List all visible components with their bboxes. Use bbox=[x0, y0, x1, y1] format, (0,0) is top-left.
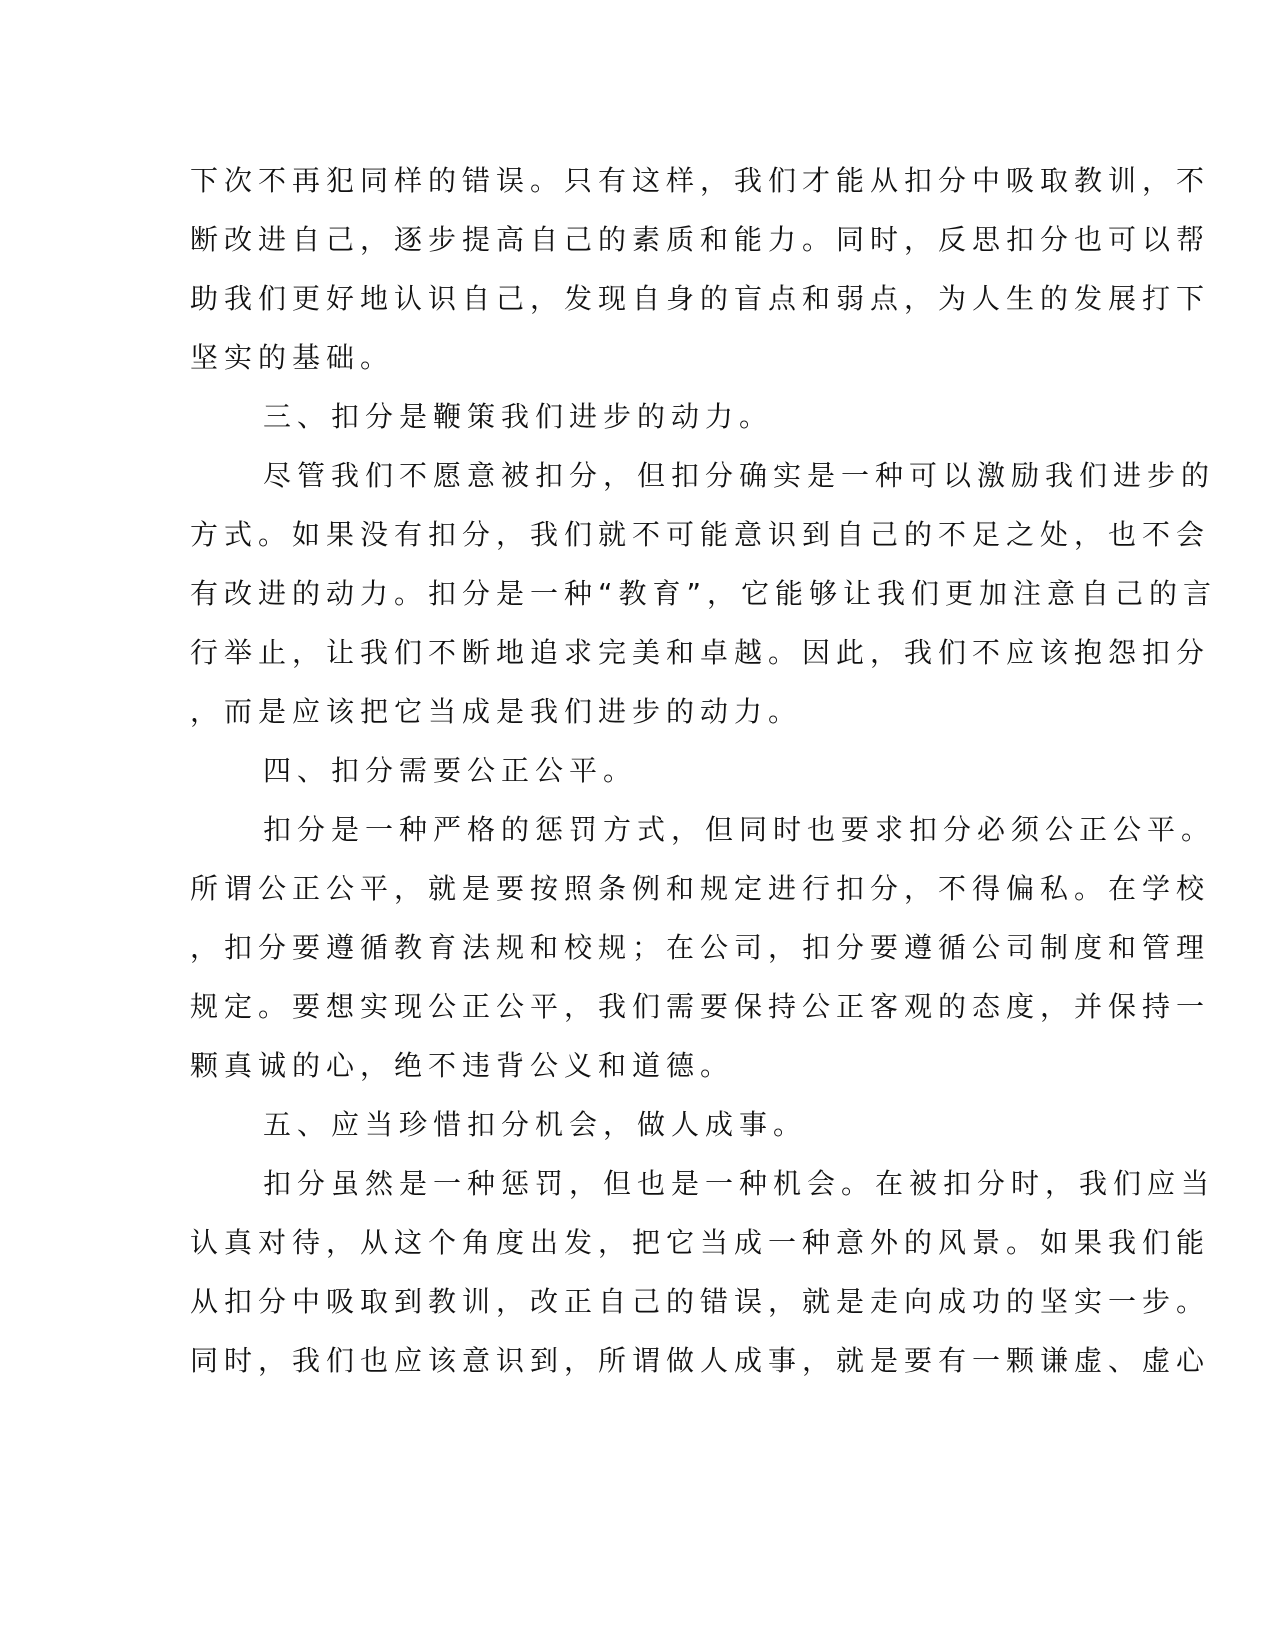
text-line: 从扣分中吸取到教训，改正自己的错误，就是走向成功的坚实一步。 bbox=[190, 1285, 1211, 1318]
text-line: 方式。如果没有扣分，我们就不可能意识到自己的不足之处，也不会 bbox=[190, 518, 1211, 551]
section-heading: 三、扣分是鞭策我们进步的动力。 bbox=[263, 400, 774, 433]
text-line: 同时，我们也应该意识到，所谓做人成事，就是要有一颗谦虚、虚心 bbox=[190, 1344, 1211, 1377]
text-line: 扣分虽然是一种惩罚，但也是一种机会。在被扣分时，我们应当 bbox=[263, 1167, 1216, 1200]
text-line: 所谓公正公平，就是要按照条例和规定进行扣分，不得偏私。在学校 bbox=[190, 872, 1211, 905]
text-line: 规定。要想实现公正公平，我们需要保持公正客观的态度，并保持一 bbox=[190, 990, 1211, 1023]
text-line: 扣分是一种严格的惩罚方式，但同时也要求扣分必须公正公平。 bbox=[263, 813, 1216, 846]
text-line: 认真对待，从这个角度出发，把它当成一种意外的风景。如果我们能 bbox=[190, 1226, 1211, 1259]
text-line: ，而是应该把它当成是我们进步的动力。 bbox=[190, 695, 803, 728]
text-line: 下次不再犯同样的错误。只有这样，我们才能从扣分中吸取教训，不 bbox=[190, 164, 1211, 197]
text-line: 坚实的基础。 bbox=[190, 341, 395, 374]
text-line: 尽管我们不愿意被扣分，但扣分确实是一种可以激励我们进步的 bbox=[263, 459, 1216, 492]
text-line: 行举止，让我们不断地追求完美和卓越。因此，我们不应该抱怨扣分 bbox=[190, 636, 1211, 669]
section-heading: 五、应当珍惜扣分机会，做人成事。 bbox=[263, 1108, 808, 1141]
text-line: 有改进的动力。扣分是一种“教育”，它能够让我们更加注意自己的言 bbox=[190, 577, 1218, 610]
text-line: 助我们更好地认识自己，发现自身的盲点和弱点，为人生的发展打下 bbox=[190, 282, 1211, 315]
section-heading: 四、扣分需要公正公平。 bbox=[263, 754, 638, 787]
text-line: ，扣分要遵循教育法规和校规；在公司，扣分要遵循公司制度和管理 bbox=[190, 931, 1211, 964]
text-line: 断改进自己，逐步提高自己的素质和能力。同时，反思扣分也可以帮 bbox=[190, 223, 1211, 256]
text-line: 颗真诚的心，绝不违背公义和道德。 bbox=[190, 1049, 735, 1082]
